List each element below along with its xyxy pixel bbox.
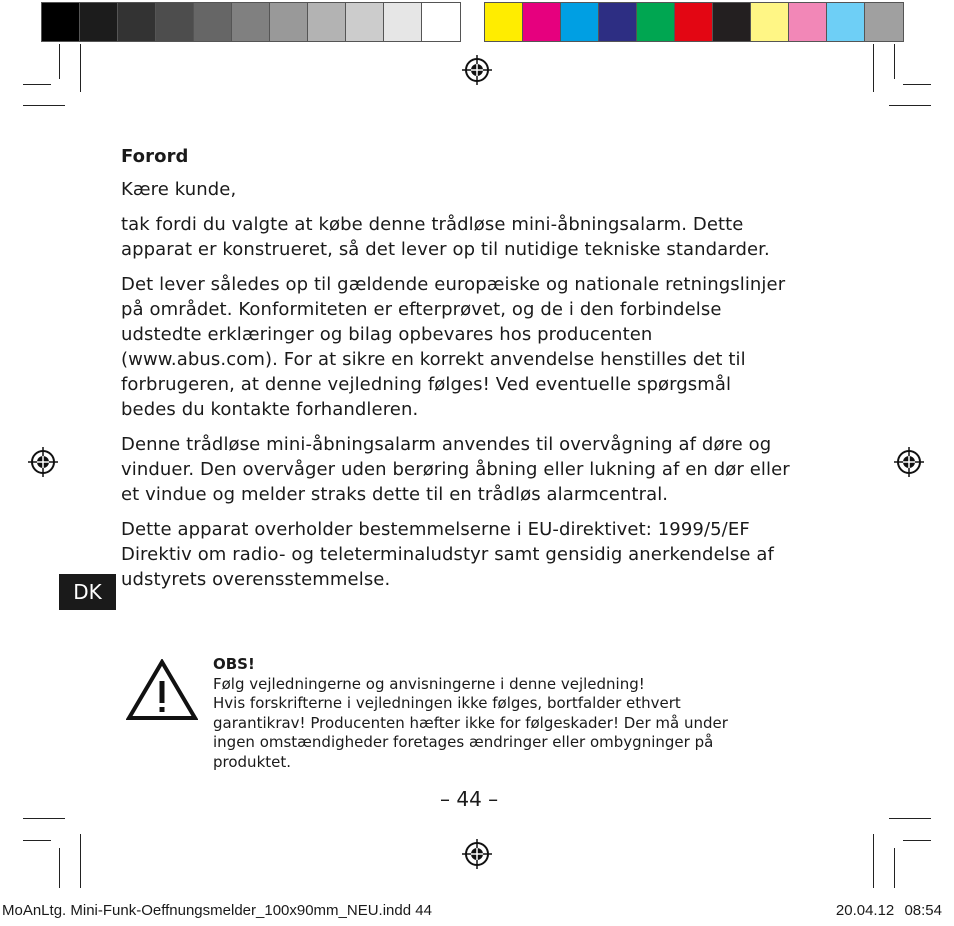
color-swatch [865, 3, 903, 41]
crop-mark [889, 818, 931, 819]
warning-title: OBS! [213, 655, 255, 673]
crop-mark [889, 105, 931, 106]
language-tab: DK [59, 574, 116, 610]
registration-mark-icon [462, 55, 492, 85]
paragraph: Kære kunde, [121, 179, 237, 200]
color-swatch [675, 3, 713, 41]
crop-mark [873, 44, 874, 92]
registration-mark-icon [462, 839, 492, 869]
crop-mark [80, 834, 81, 888]
crop-mark [23, 818, 65, 819]
grayscale-calibration-bar [41, 2, 461, 42]
registration-mark-icon [894, 447, 924, 477]
color-swatch [827, 3, 865, 41]
crop-mark [894, 848, 895, 888]
color-swatch [308, 3, 346, 41]
color-swatch [599, 3, 637, 41]
crop-mark [894, 44, 895, 79]
section-heading: Forord [121, 146, 189, 167]
color-swatch [232, 3, 270, 41]
warning-box [213, 655, 773, 772]
crop-mark [903, 84, 931, 85]
page-number: – 44 – [440, 787, 499, 811]
footer-timestamp [836, 902, 942, 919]
color-swatch [156, 3, 194, 41]
crop-mark [23, 840, 51, 841]
footer-date: 20.04.12 [835, 902, 895, 919]
color-swatch [523, 3, 561, 41]
crop-mark [903, 840, 931, 841]
crop-mark [23, 105, 65, 106]
crop-mark [59, 848, 60, 888]
color-calibration-bar [484, 2, 904, 42]
footer-filename: MoAnLtg. Mini-Funk-Oeffnungsmelder_100x90mm_NEU.indd 44 [2, 902, 432, 919]
color-swatch [485, 3, 523, 41]
warning-text: Følg vejledningerne og anvisningerne i denne vejledning! [213, 674, 645, 693]
registration-mark-icon [28, 447, 58, 477]
color-swatch [713, 3, 751, 41]
color-swatch [270, 3, 308, 41]
paragraph: Det lever således op til gældende europæiske og nationale retningslinjer på området. Konformiteten er efterprøvet, og de i den forbindelse udstedte erklæringer og bilag opbevares hos producenten (www.abus.com). For at sikre en korrekt anvendelse henstilles det til forbrugeren, at denne vejledning følges! Ved eventuelle spørgsmål bedes du kontakte forhandleren. [121, 274, 786, 420]
color-swatch [118, 3, 156, 41]
color-swatch [346, 3, 384, 41]
crop-mark [873, 834, 874, 888]
color-swatch [637, 3, 675, 41]
paragraph: Dette apparat overholder bestemmelserne i EU-direktivet: 1999/5/EF Direktiv om radio- og teleterminaludstyr samt gensidig anerkendelse af udstyrets overensstemmelse. [121, 519, 774, 590]
color-swatch [384, 3, 422, 41]
crop-mark [23, 84, 51, 85]
color-swatch [789, 3, 827, 41]
color-swatch [422, 3, 460, 41]
paragraph: tak fordi du valgte at købe denne trådløse mini-åbningsalarm. Dette apparat er konstrueret, så det lever op til nutidige tekniske standarder. [121, 214, 770, 260]
footer-time: 08:54 [904, 902, 942, 919]
main-content [121, 144, 791, 602]
warning-triangle-icon [126, 659, 198, 721]
color-swatch [751, 3, 789, 41]
paragraph: Denne trådløse mini-åbningsalarm anvendes til overvågning af døre og vinduer. Den overvåger uden berøring åbning eller lukning af en dør eller et vindue og melder straks dette til en trådløs alarmcentral. [121, 434, 790, 505]
color-swatch [42, 3, 80, 41]
crop-mark [59, 44, 60, 79]
color-swatch [80, 3, 118, 41]
warning-text: Hvis forskrifterne i vejledningen ikke følges, bortfalder ethvert garantikrav! Producenten hæfter ikke for følgeskader! Der må under ingen omstændigheder foretages ændringer eller ombygninger på produktet. [213, 694, 728, 771]
color-swatch [561, 3, 599, 41]
crop-mark [80, 44, 81, 92]
color-swatch [194, 3, 232, 41]
